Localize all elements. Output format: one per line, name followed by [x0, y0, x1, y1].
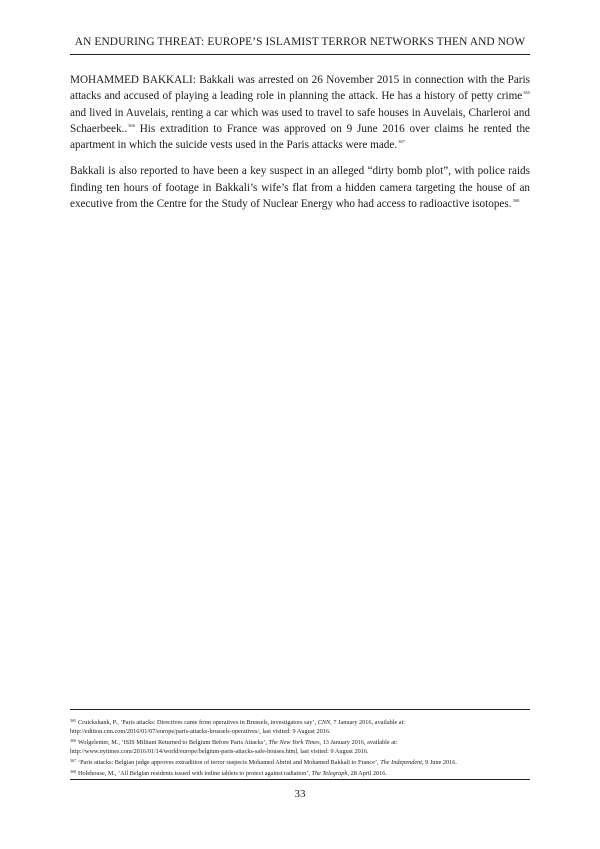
footnote-number: 368	[70, 768, 76, 774]
footnote-text: , 7 January 2016, available at:	[330, 719, 406, 726]
footnote-ref[interactable]: 367	[398, 139, 405, 145]
running-header: AN ENDURING THREAT: EUROPE’S ISLAMIST TERROR NETWORKS THEN AND NOW	[74, 36, 526, 48]
footnote-publication: The Independent	[380, 758, 423, 766]
footnote-text: , 9 June 2016.	[422, 758, 457, 766]
footnote-divider	[70, 709, 530, 710]
footnote-text: ‘Paris attacks: Belgian judge approves extradition of terror suspects Mohamed Abrini and Mohamed Bakkali to France’,	[78, 758, 381, 766]
footnote-url[interactable]: http://edition.cnn.com/2016/01/07/europe/paris-attacks-brussels-operatives/, last visited: 9 August 2016.	[70, 727, 331, 735]
header-divider	[70, 54, 530, 55]
text-span: and lived in Auvelais, renting a car which was used to travel to safe houses in Auvelais, Charleroi and Schaerbeek..	[70, 106, 530, 135]
footnote-text: Wolgelenter, M., ‘ISIS Militant Returned to Belgium Before Paris Attacks’,	[78, 738, 269, 746]
footnote-number: 367	[70, 757, 76, 763]
footnote-item	[70, 737, 530, 748]
footnote-ref[interactable]: 366	[128, 122, 135, 128]
footnote-ref[interactable]: 368	[512, 198, 520, 204]
footnote-item	[70, 717, 530, 728]
footnote-url[interactable]: http://www.nytimes.com/2016/01/14/world/europe/belgium-paris-attacks-safe-houses.html, last visited: 9 August 2016.	[70, 747, 369, 755]
page-number: 33	[294, 788, 306, 800]
footnote-number: 365	[70, 718, 76, 723]
footnote-publication: The New York Times	[268, 738, 320, 746]
footnote-text: Cruickshank, P., ‘Paris attacks: Directives came from operatives in Brussels, investigators say’,	[78, 719, 318, 726]
paragraph-dirty-bomb	[70, 163, 530, 212]
footnote-text: , 13 January 2016, available at:	[319, 738, 398, 746]
paragraph-bakkali-arrest	[70, 72, 530, 153]
footnote-ref[interactable]: 365	[523, 90, 530, 96]
text-span: His extradition to France was approved on 9 June 2016 over claims he rented the apartment in which the suicide vests used in the Paris attacks were made.	[70, 122, 530, 152]
footnote-text: , 28 April 2016.	[347, 769, 387, 777]
bottom-divider	[70, 779, 530, 780]
footnote-item	[70, 768, 530, 779]
footnote-publication: The Telegraph	[311, 769, 348, 777]
footnotes	[70, 717, 530, 778]
footnote-text: Holehouse, M., ‘All Belgian residents issued with iodine tablets to protect against radiation’,	[78, 769, 312, 777]
footnote-number: 366	[70, 737, 76, 743]
main-text	[70, 72, 530, 222]
footnote-publication: CNN	[317, 719, 331, 726]
text-span: Bakkali is also reported to have been a key suspect in an alleged “dirty bomb plot”, with police raids finding ten hours of footage in Bakkali’s wife’s flat from a hidden camera targeting the house of an executive from the Centre for the Study of Nuclear Energy who had access to radioactive isotopes.	[70, 165, 530, 211]
footnote-item	[70, 757, 530, 768]
text-span: MOHAMMED BAKKALI: Bakkali was arrested on 26 November 2015 in connection with the Paris attacks and accused of playing a leading role in planning the attack. He has a history of petty crime	[70, 74, 530, 103]
